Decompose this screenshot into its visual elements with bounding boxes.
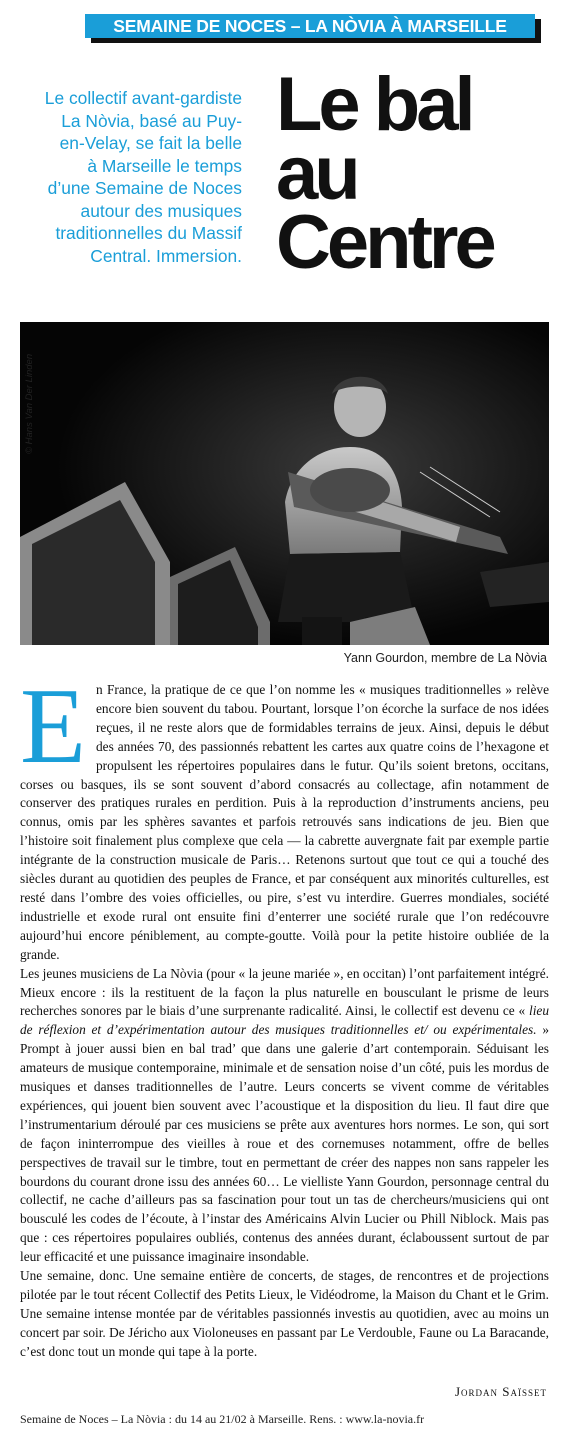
- paragraph-text: Les jeunes musiciens de La Nòvia (pour « la jeune mariée », en occitan) l’ont parfaitement intégré. Mieux encore : ils la restituent de la façon la plus naturelle en bousculant le prisme de leurs recherches sonores par le biais d’une surprenante radicalité. Ainsi, le collectif est devenu ce «: [20, 965, 549, 1019]
- intro-line: en-Velay, se fait la belle: [59, 133, 242, 153]
- paragraph: [20, 667, 549, 965]
- paragraph: [20, 965, 549, 1268]
- photo-credit: © Hans Van Der Linden: [24, 353, 35, 454]
- event-footer: Semaine de Noces – La Nòvia : du 14 au 21/02 à Marseille. Rens. : www.la-novia.fr: [20, 1412, 425, 1426]
- title-line: au: [276, 131, 357, 216]
- intro-line: La Nòvia, basé au Puy-: [61, 110, 242, 131]
- intro-line: d’une Semaine de Noces: [47, 178, 242, 198]
- musician-photo: [20, 322, 549, 645]
- intro-line: autour des musiques: [80, 200, 242, 221]
- paragraph-text: n France, la pratique de ce que l’on nomme les « musiques traditionnelles » relève encore bien souvent du tabou. Pourtant, lorsque l’on écorche la surface de nos idées reçues, il ne reste alors que de formidables terrains de jeux. Ainsi, depuis le début des années 70, des passionnés rebattent les cartes aux quatre coins de l’hexagone et propulsent les répertoires populaires dans le futur. Qu’ils soient bretons, occitans, corses ou basques, ils se sont souvent d’abord consacrés au collectage, afin notamment de conserver des pratiques rurales en perdition. Puis à la reproduction d’instruments anciens, peu connus, omis par les sphères savantes et parfois retrouvés sans indications de jeu. Bien que l’histoire soit finalement plus complexe que cela — la cabrette auvergnate fait par exemple partie intégrante de la construction musicale de Paris… Retenons surtout que tout ce qui a touché des siècles durant au quotidien des peuples de France, et par conséquent aux minorités culturelles, est resté dans l’ombre des voies officielles, ou pire, s’est vu interdire. Guerres mondiales, société industrielle et exode rural ont ensuite fini d’enterrer une société rurale que l’on redécouvre aujourd’hui encore péniblement, au compte-goutte. Voilà pour la petite histoire oubliée de la grande.: [20, 682, 549, 962]
- intro-line: Central. Immersion.: [90, 245, 242, 266]
- intro-line: traditionnelles du Massif: [55, 223, 242, 243]
- title-line: Le bal: [276, 62, 472, 147]
- author-signature: Jordan Saïsset: [454, 1384, 547, 1399]
- quote: lieu de réflexion et d’expérimentation autour des musiques traditionnelles et/ ou expérimentales.: [20, 1003, 549, 1038]
- intro-line: à Marseille le temps: [87, 155, 242, 176]
- section-banner: [85, 14, 535, 38]
- article-body: [20, 667, 549, 1362]
- photo-caption: Yann Gourdon, membre de La Nòvia: [343, 651, 547, 665]
- banner-label: SEMAINE DE NOCES – LA NÒVIA À MARSEILLE: [85, 14, 535, 38]
- intro-standfirst: [20, 87, 242, 267]
- paragraph: Une semaine, donc. Une semaine entière de concerts, de stages, de rencontres et de projections pilotée par le tout récent Collectif des Petits Lieux, le Vidéodrome, la Maison du Chant et le Grim. Une semaine intense montée par de véritables passionnés investis au quotidien, avec au moins un concert par soir. De Jéricho aux Violoneuses en passant par Le Verdouble, Faune ou La Baracande, c’est donc tout un monde qui tape à la porte.: [20, 1268, 549, 1359]
- article-title: [276, 62, 546, 285]
- intro-line: Le collectif avant-gardiste: [44, 88, 242, 108]
- title-line: Centre: [276, 200, 493, 285]
- drop-cap: E: [20, 667, 86, 786]
- paragraph-text: » Prompt à jouer aussi bien en bal trad’ que dans une galerie d’art contemporain. Séduisant les amateurs de musique contemporaine, minimale et de sensation noise d’un côté, puis les mordus de musiques et danses traditionnelles de l’autre. Leurs concerts se vivent comme de véritables expériences, qui jouent bien souvent avec l’acoustique et la disposition du lieu. Il faut dire que l’instrumentarium déroulé par ces musiciens se prête aux aventures hors normes. Le son, qui sort de façon ininterrompue des vieilles à roue et des cornemuses notamment, offre de belles perspectives de travail sur le timbre, tout en permettant de créer des nappes non sans rappeler les bourdons du courant drone issu des années 60… Le vielliste Yann Gourdon, personnage central du collectif, ne cache d’ailleurs pas sa fascination pour tout un tas de chercheurs/musiciens qui ont bousculé les codes de l’écoute, à l’instar des Américains Alvin Lucier ou Phill Niblock. Mais pas que : ces répertoires populaires oubliés, contenus des années durant, éclaboussent surtout de par leur efficacité et une puissance imaginaire insondable.: [20, 1022, 549, 1265]
